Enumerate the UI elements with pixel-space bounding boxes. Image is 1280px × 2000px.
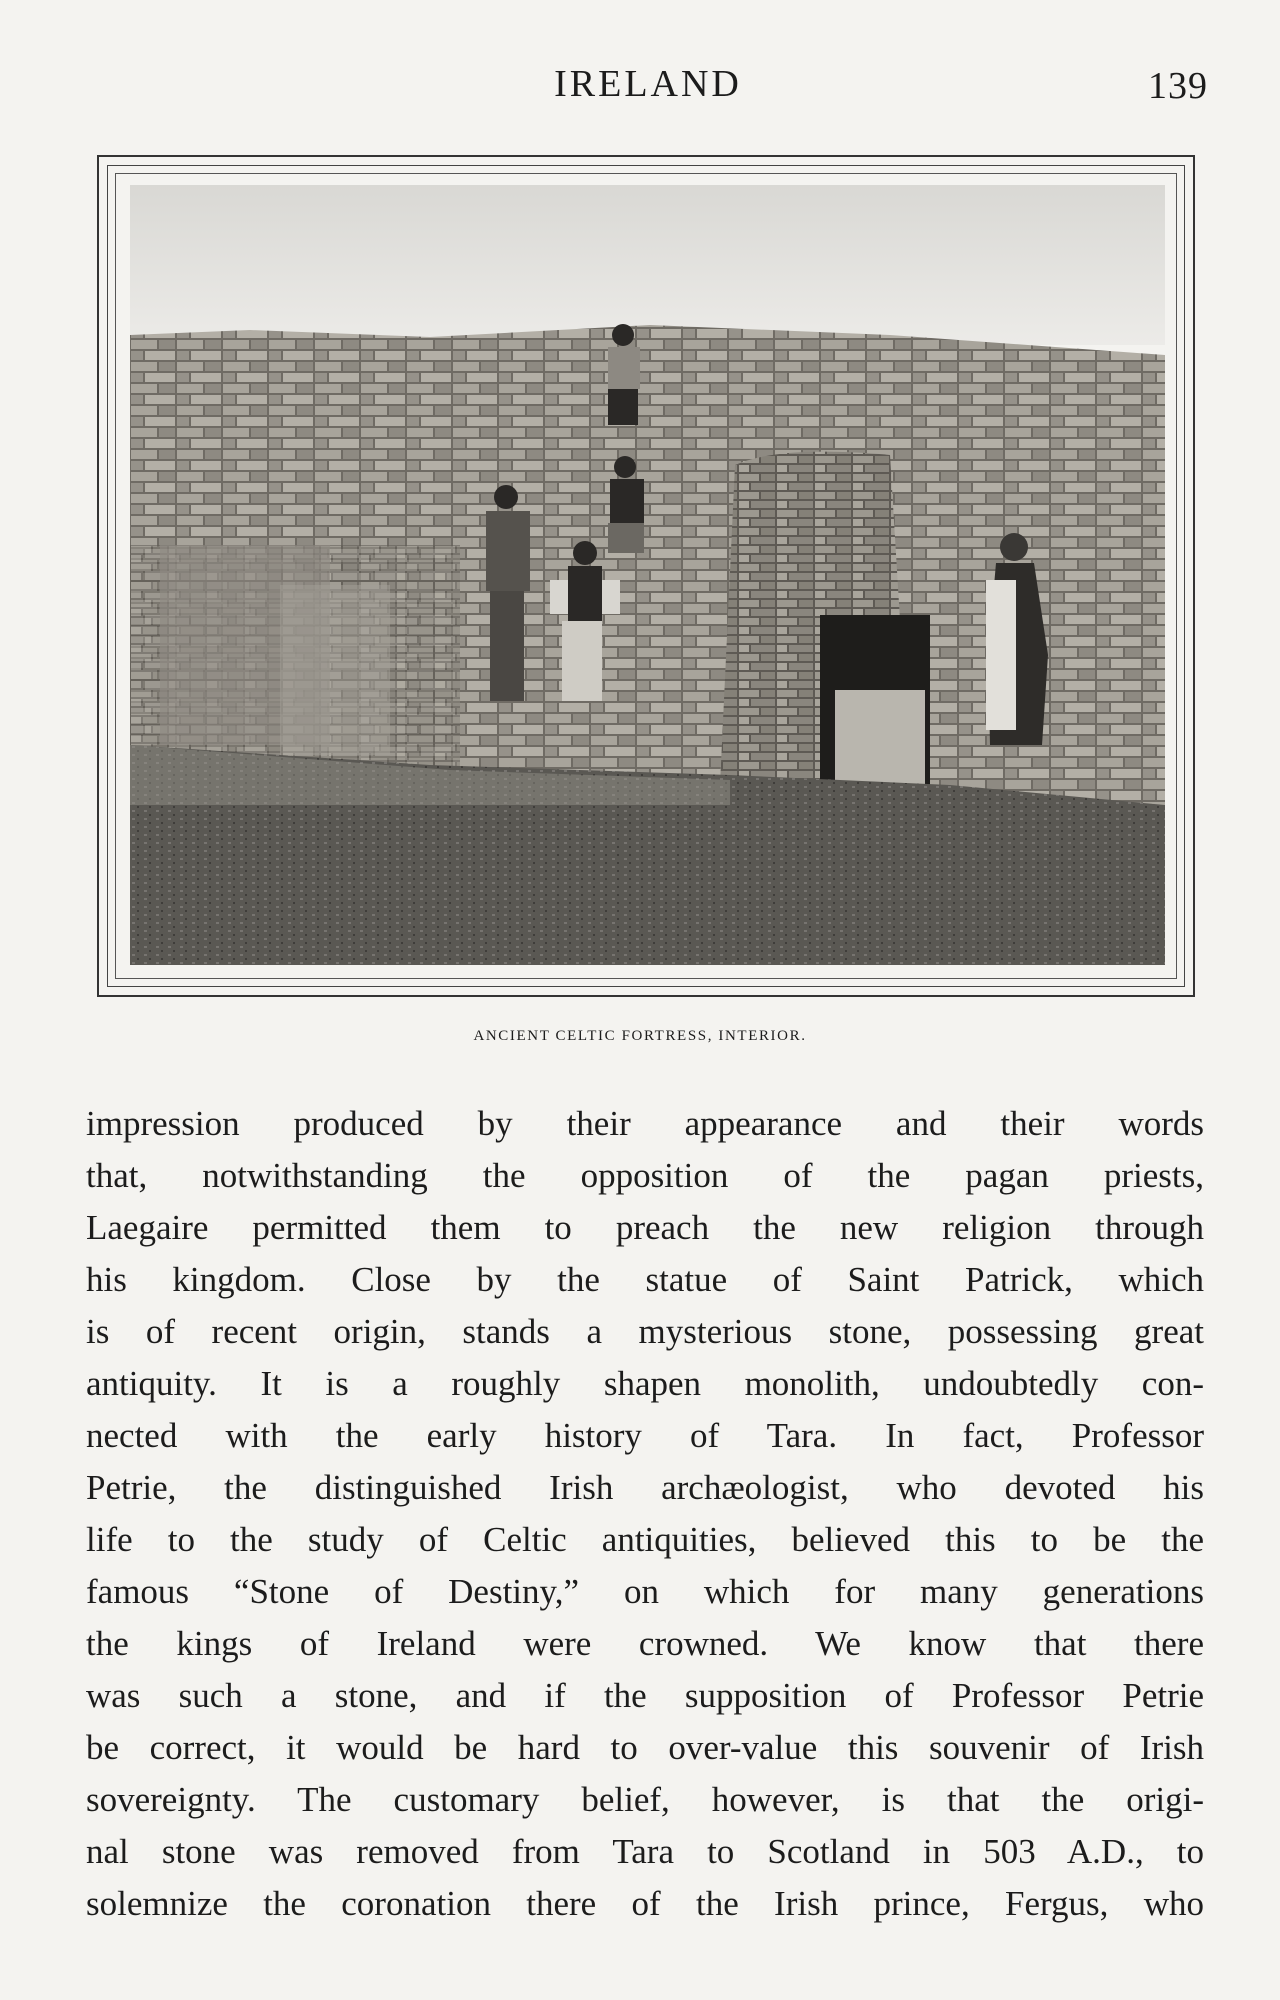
body-text bbox=[86, 1098, 1204, 1930]
fortress-photograph bbox=[130, 185, 1165, 965]
text-line: that, notwithstanding the opposition of the pagan priests, bbox=[86, 1156, 1204, 1195]
text-line: is of recent origin, stands a mysterious stone, possessing great bbox=[86, 1312, 1204, 1351]
running-title: IRELAND bbox=[554, 63, 742, 105]
text-line: nected with the early history of Tara. In fact, Professor bbox=[86, 1416, 1204, 1455]
text-line: was such a stone, and if the supposition of Professor Petrie bbox=[86, 1676, 1204, 1715]
text-line: antiquity. It is a roughly shapen monolith, undoubtedly con- bbox=[86, 1364, 1204, 1403]
running-head bbox=[88, 62, 1208, 112]
text-line: nal stone was removed from Tara to Scotland in 503 A.D., to bbox=[86, 1832, 1204, 1871]
text-line: impression produced by their appearance and their words bbox=[86, 1104, 1204, 1143]
text-line: the kings of Ireland were crowned. We know that there bbox=[86, 1624, 1204, 1663]
text-line: sovereignty. The customary belief, however, is that the origi- bbox=[86, 1780, 1204, 1819]
page-number: 139 bbox=[1148, 65, 1208, 107]
text-line: Laegaire permitted them to preach the new religion through bbox=[86, 1208, 1204, 1247]
text-line: famous “Stone of Destiny,” on which for many generations bbox=[86, 1572, 1204, 1611]
text-line: Petrie, the distinguished Irish archæologist, who devoted his bbox=[86, 1468, 1204, 1507]
text-line: solemnize the coronation there of the Irish prince, Fergus, who bbox=[86, 1884, 1204, 1923]
text-line: life to the study of Celtic antiquities, believed this to be the bbox=[86, 1520, 1204, 1559]
text-line: his kingdom. Close by the statue of Saint Patrick, which bbox=[86, 1260, 1204, 1299]
plate-caption: ANCIENT CELTIC FORTRESS, INTERIOR. bbox=[473, 1028, 807, 1044]
text-line: be correct, it would be hard to over-value this souvenir of Irish bbox=[86, 1728, 1204, 1767]
